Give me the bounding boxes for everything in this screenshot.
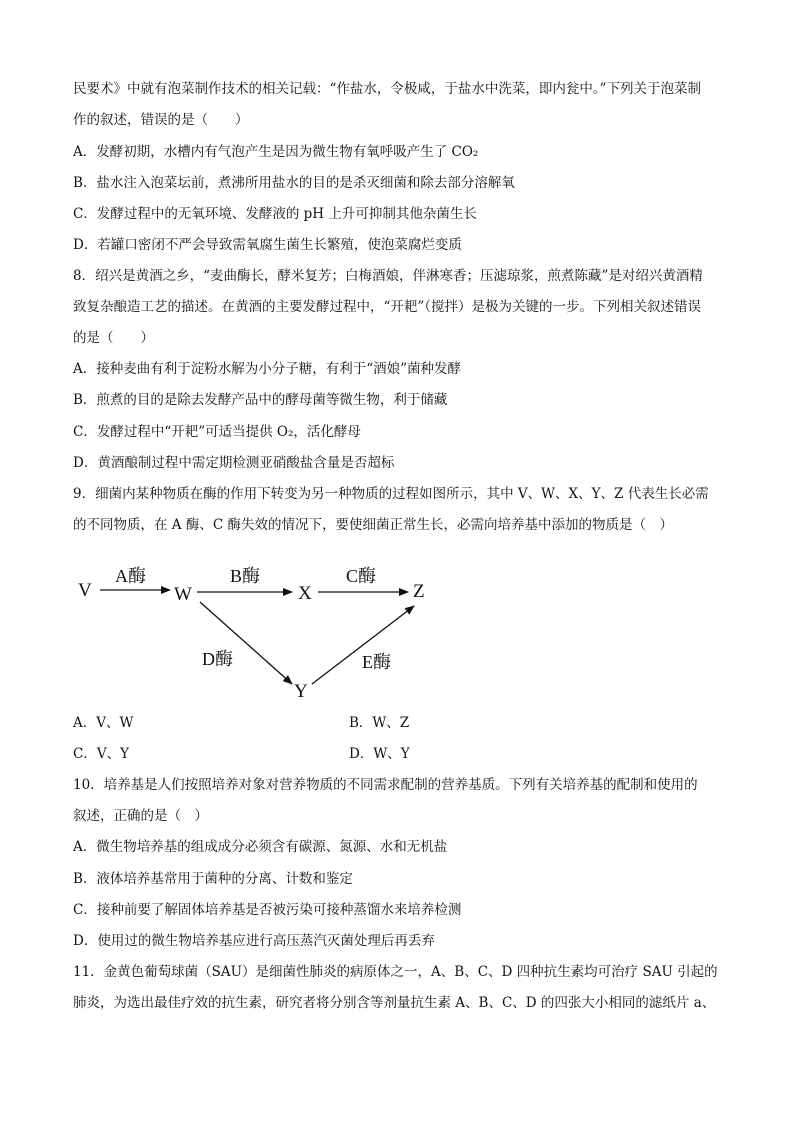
q10-option-a: A．微生物培养基的组成成分必须含有碳源、氮源、水和无机盐	[73, 839, 448, 855]
q11-stem-line-1: 11．金黄色葡萄球菌（SAU）是细菌性肺炎的病原体之一，A、B、C、D 四种抗生素均可治疗 SAU 引起的	[73, 964, 718, 980]
q8-option-d: D．黄酒酿制过程中需定期检测亚硝酸盐含量是否超标	[73, 455, 395, 471]
q9-option-a: A．V、W	[73, 715, 134, 731]
node-z: Z	[413, 581, 425, 602]
node-w: W	[174, 584, 192, 605]
q10-option-b: B．液体培养基常用于菌种的分离、计数和鉴定	[73, 871, 353, 887]
q9-option-c: C．V、Y	[73, 746, 129, 762]
q9-option-b: B．W、Z	[349, 715, 410, 731]
enzyme-a-label: A酶	[115, 566, 146, 586]
q7-option-c: C．发酵过程中的无氧环境、发酵液的 pH 上升可抑制其他杂菌生长	[73, 206, 477, 222]
enzyme-b-label: B酶	[230, 566, 261, 586]
q7-option-d: D．若罐口密闭不严会导致需氧腐生菌生长繁殖，使泡菜腐烂变质	[73, 237, 462, 253]
arrow-y-z	[312, 606, 414, 684]
enzyme-d-label: D酶	[202, 649, 233, 669]
q8-option-c: C．发酵过程中“开耙”可适当提供 O₂，活化酵母	[73, 424, 361, 440]
node-y: Y	[294, 681, 308, 702]
node-x: X	[298, 583, 312, 604]
q7-option-b: B．盐水注入泡菜坛前，煮沸所用盐水的目的是杀灭细菌和除去部分溶解氧	[73, 175, 515, 191]
q8-option-a: A．接种麦曲有利于淀粉水解为小分子糖，有利于“酒娘”菌种发酵	[73, 361, 462, 377]
enzyme-pathway-diagram	[70, 560, 450, 710]
arrow-w-y	[200, 602, 292, 684]
q10-option-c: C．接种前要了解固体培养基是否被污染可接种蒸馏水来培养检测	[73, 902, 462, 918]
q7-option-a: A．发酵初期，水槽内有气泡产生是因为微生物有氧呼吸产生了 CO₂	[73, 144, 479, 160]
q11-stem-line-2: 肺炎，为选出最佳疗效的抗生素，研究者将分别含等剂量抗生素 A、B、C、D 的四张大小相同的滤纸片 a、	[73, 995, 716, 1011]
q10-stem-line-2: 叙述，正确的是（ ）	[73, 808, 208, 824]
q7-stem-line-2: 作的叙述，错误的是（ ）	[73, 112, 249, 128]
node-v: V	[78, 580, 92, 601]
q10-stem-line-1: 10．培养基是人们按照培养对象对营养物质的不同需求配制的营养基质。下列有关培养基的配制和使用的	[73, 777, 698, 793]
q7-stem-line-1: 民要术》中就有泡菜制作技术的相关记载：“作盐水，令极咸，于盐水中洗菜，即内瓮中。”下列关于泡菜制	[73, 81, 702, 97]
q10-option-d: D．使用过的微生物培养基应进行高压蒸汽灭菌处理后再丢弃	[73, 933, 435, 949]
enzyme-c-label: C酶	[346, 566, 377, 586]
q8-option-b: B．煎煮的目的是除去发酵产品中的酵母菌等微生物，利于储藏	[73, 392, 448, 408]
q8-stem-line-1: 8．绍兴是黄酒之乡，“麦曲酶长，酵米复芳；白梅酒娘，伴淋寒香；压滤琼浆，煎煮陈藏”是对绍兴黄酒精	[73, 268, 703, 284]
q8-stem-line-2: 致复杂酿造工艺的描述。在黄酒的主要发酵过程中，“开耙”（搅拌）是极为关键的一步。下列相关叙述错误	[73, 299, 702, 315]
q9-stem-line-2: 的不同物质，在 A 酶、C 酶失效的情况下，要使细菌正常生长，必需向培养基中添加的物质是（ ）	[73, 517, 673, 533]
q9-stem-line-1: 9．细菌内某种物质在酶的作用下转变为另一种物质的过程如图所示，其中 V、W、X、Y、Z 代表生长必需	[73, 486, 709, 502]
q9-option-d: D．W、Y	[349, 746, 410, 762]
q8-stem-line-3: 的是（ ）	[73, 330, 154, 346]
enzyme-e-label: E酶	[362, 652, 391, 672]
